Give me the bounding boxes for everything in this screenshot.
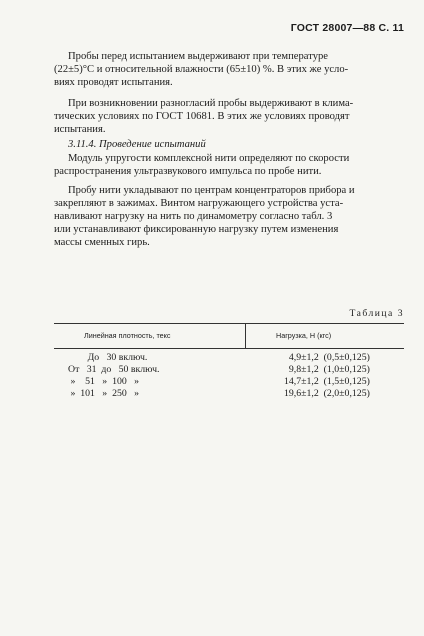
table-cell-load: 19,6±1,2 (2,0±0,125) bbox=[284, 388, 370, 399]
table-header-rule bbox=[54, 348, 404, 349]
table-cell-load: 9,8±1,2 (1,0±0,125) bbox=[284, 364, 370, 375]
table-cell-load: 4,9±1,2 (0,5±0,125) bbox=[284, 352, 370, 363]
table-col1-header: Линейная плотность, текс bbox=[84, 331, 171, 340]
table-cell-density: До 30 включ. bbox=[68, 352, 148, 363]
table-top-rule bbox=[54, 323, 404, 324]
para1-line2: (22±5)°С и относительной влажности (65±10) %. В этих же усло- bbox=[54, 64, 349, 75]
table-col2-header: Нагрузка, Н (кгс) bbox=[276, 331, 332, 340]
table-cell-density: » 51 » 100 » bbox=[68, 376, 140, 387]
table-cell-load: 14,7±1,2 (1,5±0,125) bbox=[284, 376, 370, 387]
para2-line1: При возникновении разногласий пробы выдерживают в клима- bbox=[68, 98, 354, 109]
section-3-11-4-heading: 3.11.4. Проведение испытаний bbox=[68, 139, 206, 150]
table-caption: Таблица 3 bbox=[349, 308, 404, 319]
para3-line1: Модуль упругости комплексной нити определяют по скорости bbox=[68, 153, 350, 164]
para2-line2: тических условиях по ГОСТ 10681. В этих же условиях проводят bbox=[54, 111, 350, 122]
para1-line1: Пробы перед испытанием выдерживают при температуре bbox=[68, 51, 328, 62]
page-header: ГОСТ 28007—88 С. 11 bbox=[290, 22, 404, 34]
para4-line2: закрепляют в зажимах. Винтом нагружающего устройства уста- bbox=[54, 198, 344, 209]
para2-line3: испытания. bbox=[54, 124, 106, 135]
para4-line5: массы сменных гирь. bbox=[54, 237, 150, 248]
para1-line3: виях проводят испытания. bbox=[54, 77, 173, 88]
para4-line4: или устанавливают фиксированную нагрузку путем изменения bbox=[54, 224, 339, 235]
para4-line1: Пробу нити укладывают по центрам концентраторов прибора и bbox=[68, 185, 355, 196]
table-cell-density: » 101 » 250 » bbox=[68, 388, 140, 399]
table-header-divider bbox=[245, 323, 246, 348]
para3-line2: распространения ультразвукового импульса по пробе нити. bbox=[54, 166, 322, 177]
para4-line3: навливают нагрузку на нить по динамометру согласно табл. 3 bbox=[54, 211, 333, 222]
table-cell-density: От 31 до 50 включ. bbox=[68, 364, 160, 375]
